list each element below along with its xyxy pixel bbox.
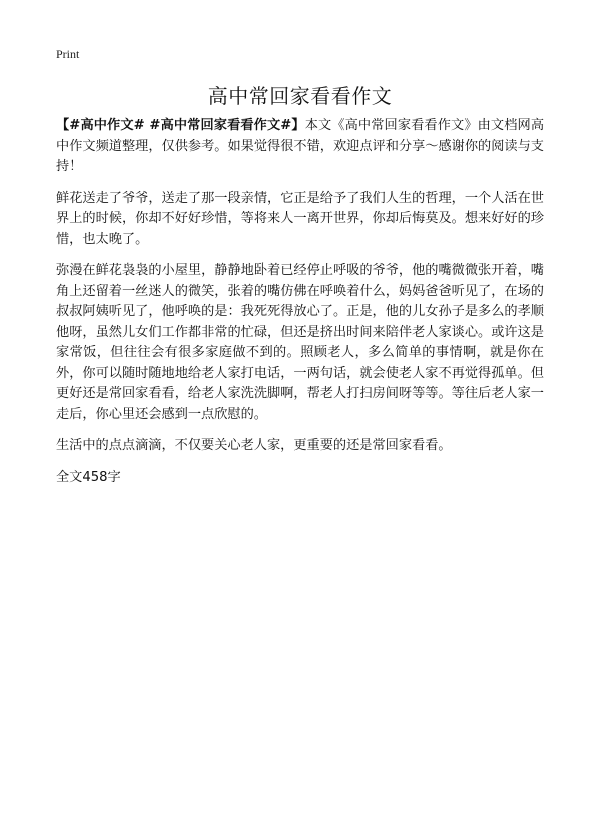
intro-paragraph	[56, 116, 544, 178]
word-count: 全文458字	[56, 469, 121, 485]
print-link[interactable]: Print	[56, 47, 80, 61]
body-paragraph-2: 弥漫在鲜花袅袅的小屋里，静静地卧着已经停止呼吸的爷爷，他的嘴微微张开着，嘴角上还留着一丝迷人的微笑，张着的嘴仿佛在呼唤着什么，妈妈爸爸听见了，在场的叔叔阿姨听见了，他呼唤的是：我死死得放心了。正是，他的儿女孙子是多么的孝顺他呀，虽然儿女们工作都非常的忙碌，但还是挤出时间来陪伴老人家谈心。或许这是家常饭，但往往会有很多家庭做不到的。照顾老人，多么简单的事情啊，就是你在外，你可以随时随地地给老人家打电话，一两句话，就会使老人家不再觉得孤单。但更好还是常回家看看，给老人家洗洗脚啊，帮老人打扫房间呀等等。等往后老人家一走后，你心里还会感到一点欣慰的。	[56, 263, 544, 422]
body-paragraph-1: 鲜花送走了爷爷，送走了那一段亲情，它正是给予了我们人生的哲理，一个人活在世界上的时候，你却不好好珍惜，等将来人一离开世界，你却后悔莫及。想来好好的珍惜，也太晚了。	[56, 190, 544, 247]
article-body	[56, 116, 544, 488]
body-paragraph-3: 生活中的点点滴滴，不仅要关心老人家，更重要的还是常回家看看。	[56, 438, 452, 453]
intro-tag: 【#高中作文# #高中常回家看看作文#】	[56, 118, 305, 133]
page-title: 高中常回家看看作文	[207, 84, 393, 108]
intro-text: 本文《高中常回家看看作文》由文档网高中作文频道整理，仅供参考。如果觉得很不错，欢迎点评和分享～感谢你的阅读与支持！	[56, 118, 545, 174]
